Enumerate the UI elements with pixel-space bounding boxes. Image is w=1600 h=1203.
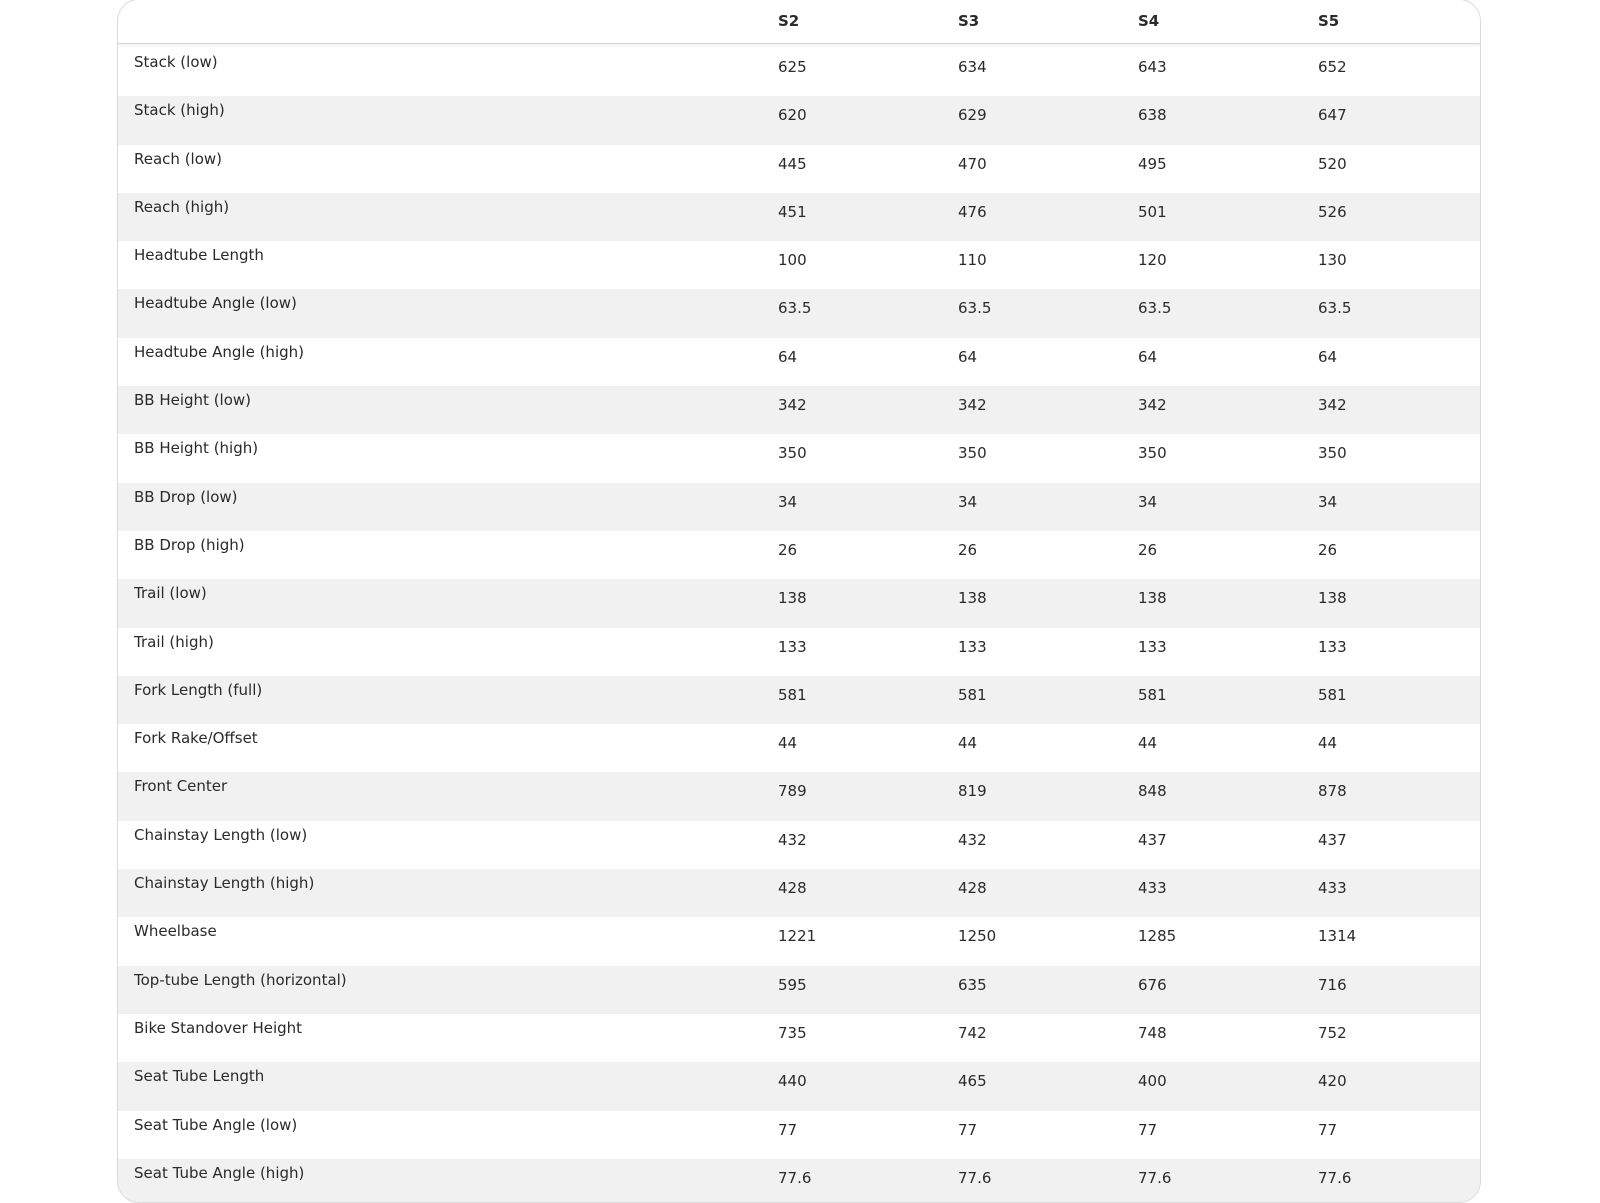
row-label: Bike Standover Height xyxy=(134,1018,303,1037)
table-row xyxy=(118,724,1480,772)
table-row xyxy=(118,386,1480,434)
table-cell: 432 xyxy=(958,830,987,849)
table-cell: 643 xyxy=(1138,58,1167,76)
table-cell: 77 xyxy=(958,1120,978,1139)
table-cell: 735 xyxy=(778,1023,807,1042)
table-cell: 64 xyxy=(1318,347,1338,366)
row-label: BB Height (high) xyxy=(134,439,259,458)
row-label: Front Center xyxy=(134,777,228,796)
table-header xyxy=(118,0,1480,44)
row-label: BB Drop (low) xyxy=(134,487,238,506)
row-label: Fork Length (full) xyxy=(134,680,263,699)
row-label: Seat Tube Length xyxy=(134,1067,265,1086)
table-cell: 26 xyxy=(1318,540,1338,559)
table-cell: 44 xyxy=(1138,734,1158,753)
column-header-s3: S3 xyxy=(958,12,980,30)
table-cell: 748 xyxy=(1138,1023,1167,1042)
table-cell: 133 xyxy=(958,637,987,656)
table-row xyxy=(118,531,1480,579)
table-cell: 138 xyxy=(1318,589,1347,608)
table-cell: 581 xyxy=(1138,685,1167,704)
table-cell: 77 xyxy=(1138,1120,1158,1139)
column-header-s4: S4 xyxy=(1138,12,1160,30)
table-cell: 350 xyxy=(1318,444,1347,463)
table-cell: 77 xyxy=(1318,1120,1338,1139)
row-label: Fork Rake/Offset xyxy=(134,729,258,748)
table-cell: 120 xyxy=(1138,251,1167,270)
table-cell: 638 xyxy=(1138,106,1167,125)
table-cell: 77.6 xyxy=(778,1168,812,1187)
row-label: Reach (low) xyxy=(134,149,223,168)
table-row xyxy=(118,289,1480,337)
table-cell: 133 xyxy=(1318,637,1347,656)
table-cell: 350 xyxy=(958,444,987,463)
row-label: Seat Tube Angle (low) xyxy=(134,1115,298,1134)
table-cell: 138 xyxy=(778,589,807,608)
table-cell: 634 xyxy=(958,58,987,76)
table-cell: 77.6 xyxy=(1318,1168,1352,1187)
table-row xyxy=(118,483,1480,531)
row-label: Headtube Angle (high) xyxy=(134,342,304,361)
table-cell: 342 xyxy=(1138,396,1167,415)
table-row xyxy=(118,338,1480,386)
table-cell: 64 xyxy=(1138,347,1158,366)
table-cell: 451 xyxy=(778,202,807,221)
row-label: Wheelbase xyxy=(134,922,217,941)
table-cell: 100 xyxy=(778,251,807,270)
table-row xyxy=(118,628,1480,676)
table-body xyxy=(118,48,1480,1203)
table-cell: 130 xyxy=(1318,251,1347,270)
table-cell: 44 xyxy=(1318,734,1338,753)
table-cell: 63.5 xyxy=(1138,299,1172,318)
table-cell: 433 xyxy=(1318,879,1347,898)
table-cell: 676 xyxy=(1138,975,1167,994)
table-cell: 420 xyxy=(1318,1072,1347,1091)
table-cell: 501 xyxy=(1138,202,1167,221)
row-label: Headtube Angle (low) xyxy=(134,294,297,313)
table-cell: 620 xyxy=(778,106,807,125)
column-header-s2: S2 xyxy=(778,12,800,30)
table-row xyxy=(118,241,1480,289)
table-cell: 34 xyxy=(958,492,978,511)
table-row xyxy=(118,579,1480,627)
table-cell: 848 xyxy=(1138,782,1167,801)
table-cell: 138 xyxy=(958,589,987,608)
table-cell: 34 xyxy=(778,492,798,511)
table-row xyxy=(118,869,1480,917)
table-cell: 34 xyxy=(1318,492,1338,511)
table-cell: 437 xyxy=(1138,830,1167,849)
table-row xyxy=(118,96,1480,144)
table-cell: 1221 xyxy=(778,927,817,946)
row-label: Stack (high) xyxy=(134,101,225,120)
table-cell: 433 xyxy=(1138,879,1167,898)
table-row xyxy=(118,917,1480,965)
table-row xyxy=(118,145,1480,193)
table-cell: 63.5 xyxy=(778,299,812,318)
table-cell: 789 xyxy=(778,782,807,801)
table-row xyxy=(118,821,1480,869)
table-cell: 595 xyxy=(778,975,807,994)
table-row xyxy=(118,48,1480,96)
table-cell: 77.6 xyxy=(1138,1168,1172,1187)
table-row xyxy=(118,1111,1480,1159)
table-cell: 110 xyxy=(958,251,987,270)
table-cell: 476 xyxy=(958,202,987,221)
row-label: Seat Tube Angle (high) xyxy=(134,1163,305,1182)
table-cell: 342 xyxy=(778,396,807,415)
table-row xyxy=(118,1062,1480,1110)
row-label: Trail (low) xyxy=(134,584,207,603)
table-cell: 581 xyxy=(778,685,807,704)
table-cell: 77.6 xyxy=(958,1168,992,1187)
table-cell: 133 xyxy=(778,637,807,656)
table-cell: 470 xyxy=(958,154,987,173)
table-row xyxy=(118,434,1480,482)
table-row xyxy=(118,193,1480,241)
table-cell: 44 xyxy=(778,734,798,753)
table-cell: 428 xyxy=(778,879,807,898)
table-row xyxy=(118,772,1480,820)
table-cell: 34 xyxy=(1138,492,1158,511)
table-cell: 878 xyxy=(1318,782,1347,801)
table-cell: 581 xyxy=(1318,685,1347,704)
table-cell: 495 xyxy=(1138,154,1167,173)
table-cell: 752 xyxy=(1318,1023,1347,1042)
row-label: BB Height (low) xyxy=(134,391,252,410)
table-cell: 44 xyxy=(958,734,978,753)
table-cell: 526 xyxy=(1318,202,1347,221)
row-label: Chainstay Length (high) xyxy=(134,874,315,893)
table-cell: 445 xyxy=(778,154,807,173)
column-header-s5: S5 xyxy=(1318,12,1340,30)
table-cell: 1250 xyxy=(958,927,997,946)
table-cell: 432 xyxy=(778,830,807,849)
table-cell: 138 xyxy=(1138,589,1167,608)
table-cell: 647 xyxy=(1318,106,1347,125)
table-cell: 1314 xyxy=(1318,927,1357,946)
table-cell: 1285 xyxy=(1138,927,1177,946)
row-label: Stack (low) xyxy=(134,53,218,71)
table-cell: 716 xyxy=(1318,975,1347,994)
table-cell: 440 xyxy=(778,1072,807,1091)
table-cell: 520 xyxy=(1318,154,1347,173)
table-cell: 437 xyxy=(1318,830,1347,849)
table-cell: 625 xyxy=(778,58,807,76)
table-cell: 26 xyxy=(778,540,798,559)
row-label: Chainstay Length (low) xyxy=(134,825,308,844)
table-row xyxy=(118,1014,1480,1062)
row-label: Headtube Length xyxy=(134,246,264,265)
table-cell: 63.5 xyxy=(958,299,992,318)
table-cell: 465 xyxy=(958,1072,987,1091)
table-cell: 428 xyxy=(958,879,987,898)
row-label: Trail (high) xyxy=(134,632,214,651)
table-cell: 350 xyxy=(778,444,807,463)
table-cell: 581 xyxy=(958,685,987,704)
geometry-table xyxy=(117,0,1481,1203)
table-cell: 342 xyxy=(958,396,987,415)
table-cell: 350 xyxy=(1138,444,1167,463)
table-row xyxy=(118,966,1480,1014)
row-label: Top-tube Length (horizontal) xyxy=(134,970,347,989)
row-label: Reach (high) xyxy=(134,197,230,216)
table-cell: 400 xyxy=(1138,1072,1167,1091)
table-cell: 819 xyxy=(958,782,987,801)
table-cell: 635 xyxy=(958,975,987,994)
table-cell: 629 xyxy=(958,106,987,125)
table-cell: 133 xyxy=(1138,637,1167,656)
table-cell: 742 xyxy=(958,1023,987,1042)
row-label: BB Drop (high) xyxy=(134,535,245,554)
table-cell: 342 xyxy=(1318,396,1347,415)
table-cell: 26 xyxy=(1138,540,1158,559)
table-cell: 26 xyxy=(958,540,978,559)
table-row xyxy=(118,1159,1480,1203)
table-cell: 77 xyxy=(778,1120,798,1139)
table-cell: 652 xyxy=(1318,58,1347,76)
table-cell: 64 xyxy=(958,347,978,366)
table-cell: 64 xyxy=(778,347,798,366)
table-row xyxy=(118,676,1480,724)
table-cell: 63.5 xyxy=(1318,299,1352,318)
